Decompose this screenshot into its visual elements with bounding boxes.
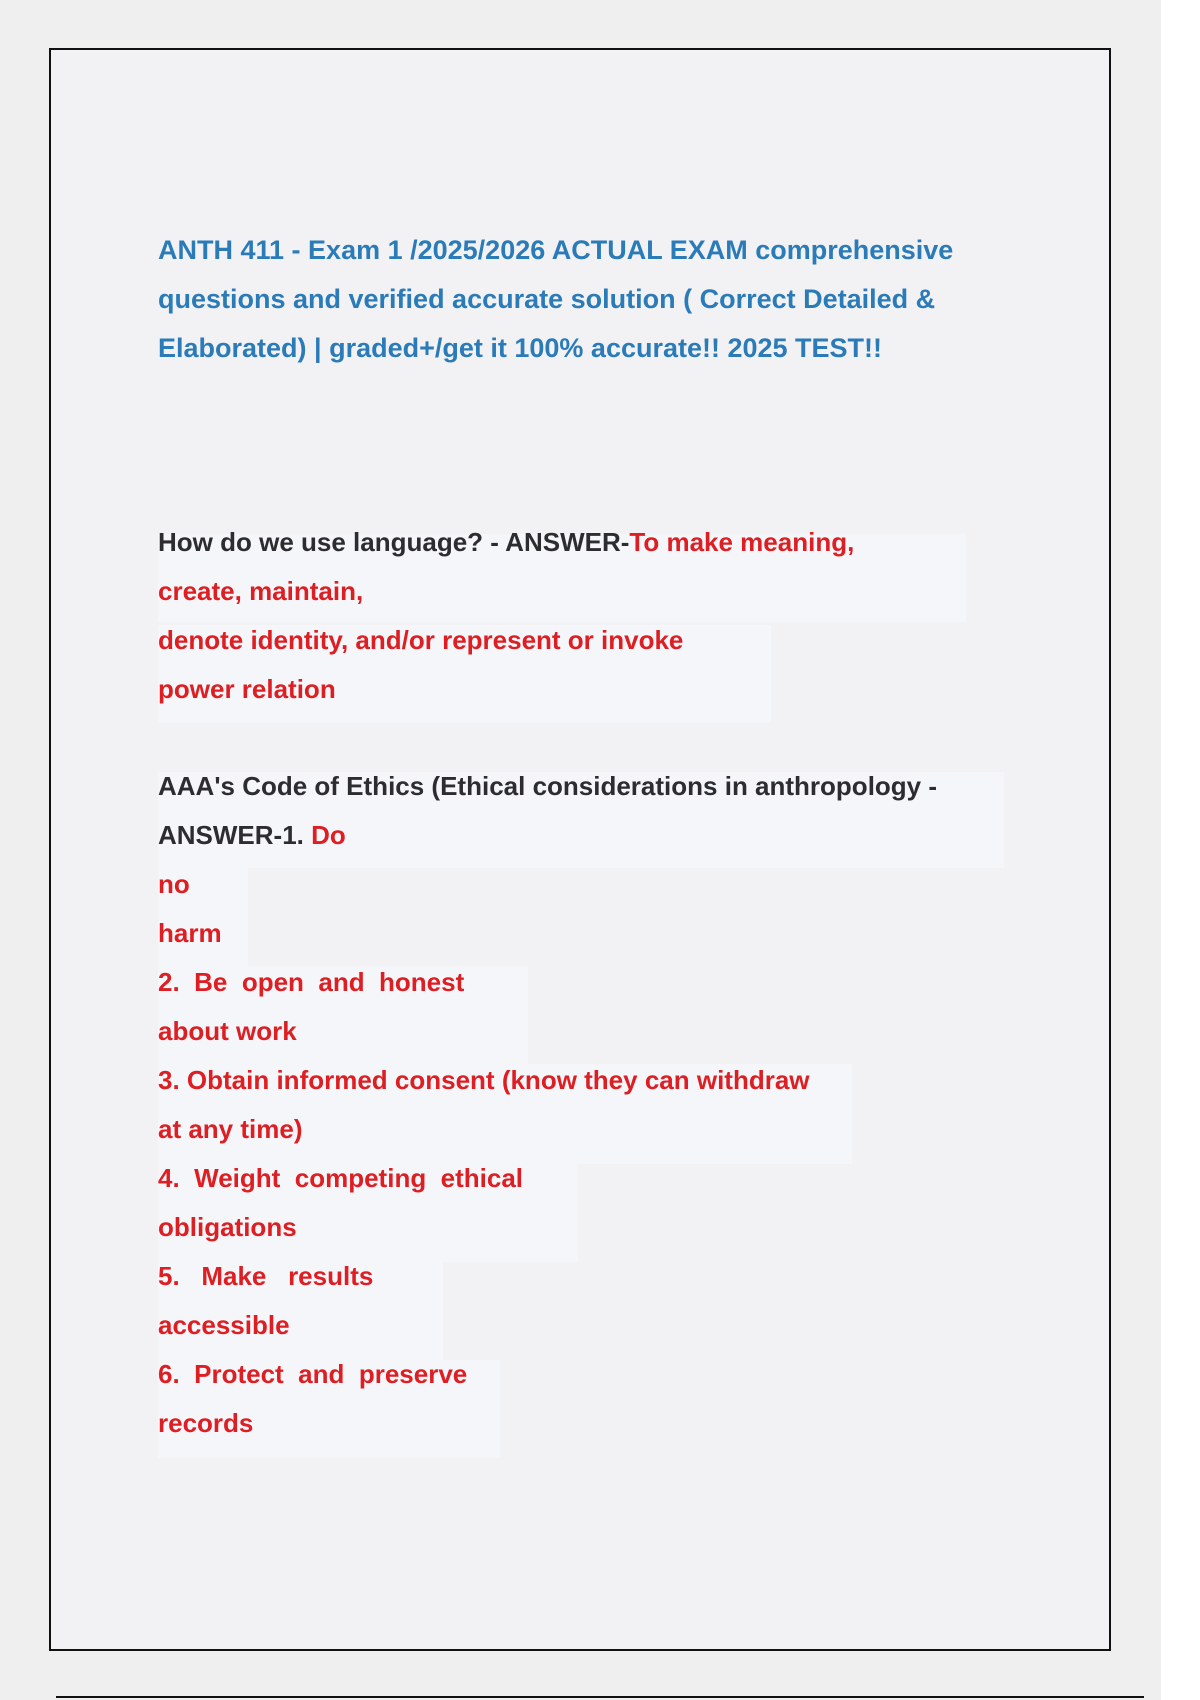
title-line: questions and verified accurate solution ( Correct Detailed & xyxy=(158,284,936,314)
qa-item-language xyxy=(158,518,854,714)
question-text: AAA's Code of Ethics (Ethical considerations in anthropology - xyxy=(158,771,938,801)
qa-line xyxy=(158,811,937,860)
answer-text: To make meaning, xyxy=(629,527,855,557)
answer-line: about work xyxy=(158,1016,297,1046)
qa-line xyxy=(158,518,854,567)
answer-line: obligations xyxy=(158,1212,297,1242)
answer-line: denote identity, and/or represent or invoke xyxy=(158,625,684,655)
answer-line: 6. Protect and preserve xyxy=(158,1359,468,1389)
answer-line: at any time) xyxy=(158,1114,303,1144)
page-margin-strip xyxy=(1161,0,1200,1700)
answer-line: 4. Weight competing ethical xyxy=(158,1163,524,1193)
next-page-top-border xyxy=(56,1696,1144,1698)
question-text: How do we use language? - ANSWER- xyxy=(158,527,630,557)
qa-item-ethics xyxy=(158,762,937,1448)
answer-line: 2. Be open and honest xyxy=(158,967,465,997)
answer-line: no xyxy=(158,869,190,899)
answer-line: create, maintain, xyxy=(158,576,364,606)
answer-line: power relation xyxy=(158,674,336,704)
answer-line: 3. Obtain informed consent (know they can withdraw xyxy=(158,1065,810,1095)
document-title xyxy=(158,226,1018,373)
title-line: Elaborated) | graded+/get it 100% accurate!! 2025 TEST!! xyxy=(158,333,883,363)
answer-line: 5. Make results xyxy=(158,1261,374,1291)
answer-line: records xyxy=(158,1408,254,1438)
answer-text: Do xyxy=(311,820,346,850)
question-text: ANSWER-1. xyxy=(158,820,312,850)
title-line: ANTH 411 - Exam 1 /2025/2026 ACTUAL EXAM comprehensive xyxy=(158,235,954,265)
answer-line: accessible xyxy=(158,1310,290,1340)
answer-line: harm xyxy=(158,918,222,948)
